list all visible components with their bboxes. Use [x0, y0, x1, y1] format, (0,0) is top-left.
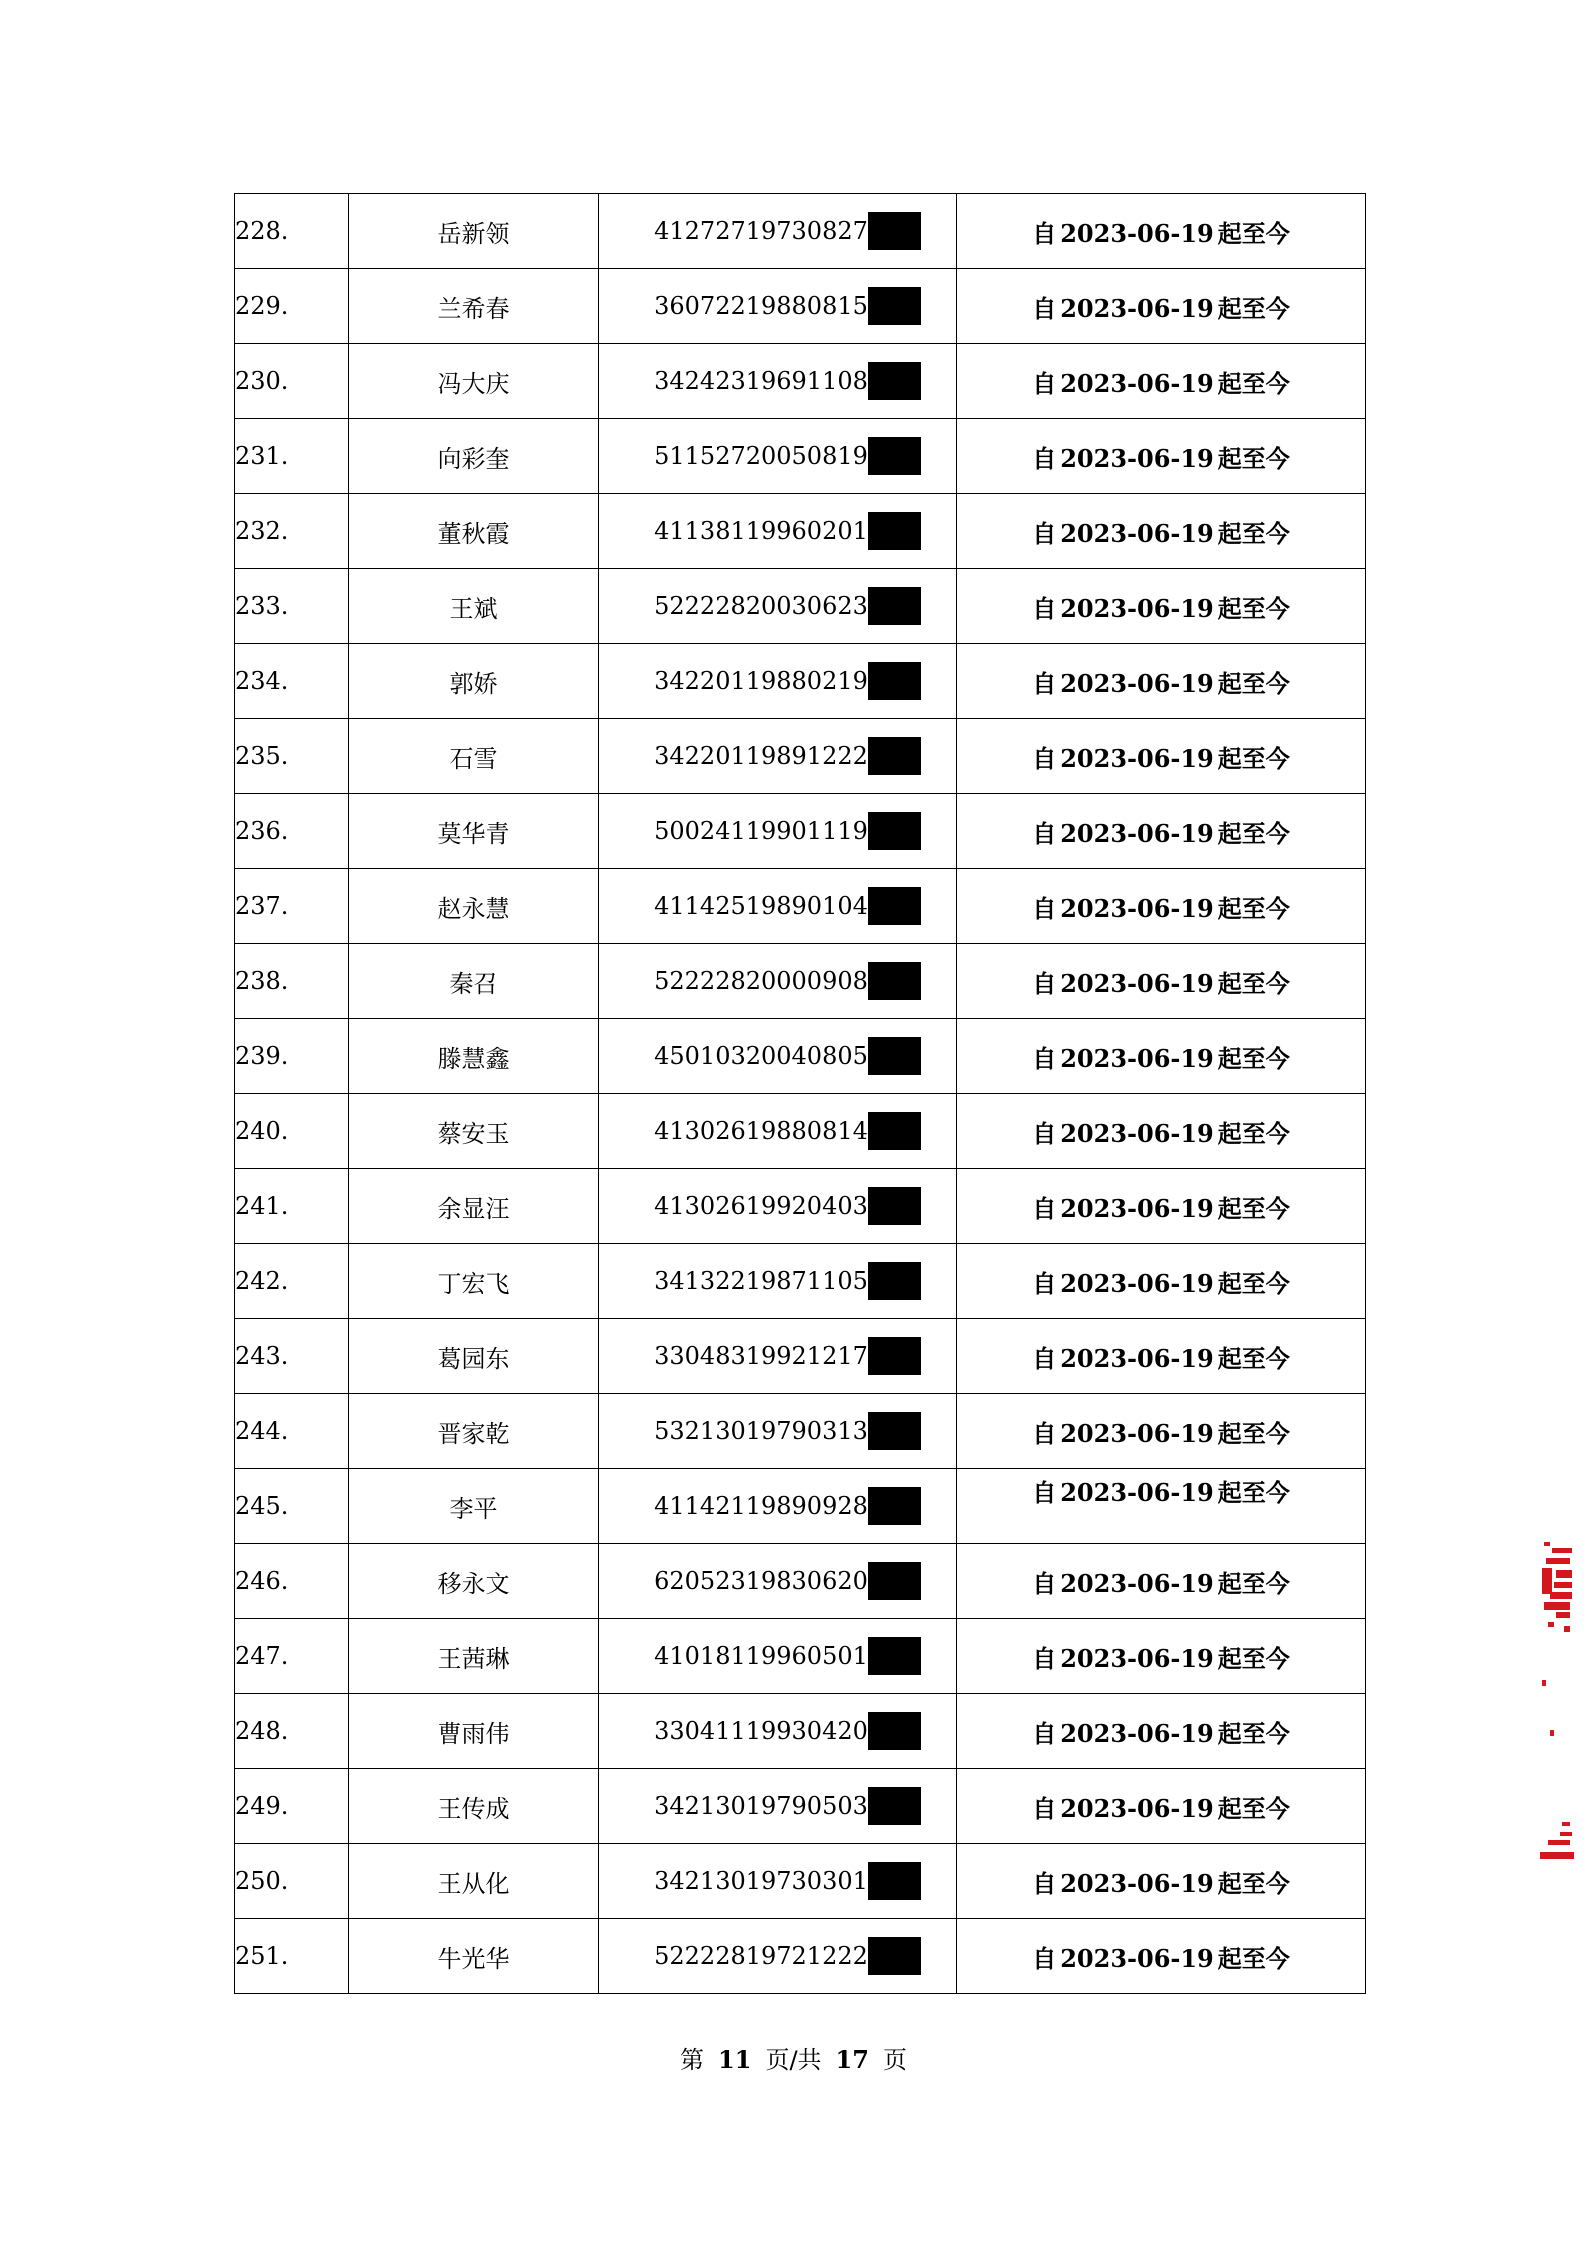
effective-date: [1032, 1870, 1290, 1898]
effective-date-cell: [957, 1094, 1366, 1169]
redaction-block: [868, 212, 921, 250]
id-number: 41142119890928: [654, 1492, 868, 1520]
date-value: 2023-06-19: [1060, 1418, 1214, 1448]
date-suffix: 起至今: [1217, 219, 1290, 248]
date-suffix: 起至今: [1217, 1944, 1290, 1973]
id-number-wrap: [654, 1187, 921, 1225]
date-value: 2023-06-19: [1060, 1477, 1214, 1507]
table-row: [235, 1694, 1366, 1769]
table-row: [235, 794, 1366, 869]
effective-date: [1032, 1795, 1290, 1823]
id-number-cell: [599, 869, 957, 944]
id-number-wrap: [654, 1787, 921, 1825]
row-number: 230.: [235, 344, 349, 419]
table-row: [235, 1094, 1366, 1169]
date-prefix: 自: [1032, 969, 1057, 998]
effective-date: [1032, 295, 1290, 323]
id-number: 33048319921217: [654, 1342, 868, 1370]
table-row: [235, 344, 1366, 419]
id-number-cell: [599, 344, 957, 419]
effective-date: [1032, 970, 1290, 998]
person-name: 秦召: [349, 944, 599, 1019]
id-number-cell: [599, 419, 957, 494]
date-prefix: 自: [1032, 1569, 1057, 1598]
table-row: [235, 194, 1366, 269]
redaction-block: [868, 512, 921, 550]
date-prefix: 自: [1032, 369, 1057, 398]
redaction-block: [868, 287, 921, 325]
effective-date: [1032, 1270, 1290, 1298]
person-name: 王传成: [349, 1769, 599, 1844]
id-number-wrap: [654, 812, 921, 850]
date-value: 2023-06-19: [1060, 518, 1214, 548]
date-suffix: 起至今: [1217, 444, 1290, 473]
id-number-wrap: [654, 1037, 921, 1075]
date-prefix: 自: [1032, 894, 1057, 923]
effective-date: [1032, 895, 1290, 923]
date-suffix: 起至今: [1217, 1644, 1290, 1673]
row-number: 232.: [235, 494, 349, 569]
effective-date-cell: [957, 644, 1366, 719]
table-row: [235, 419, 1366, 494]
date-value: 2023-06-19: [1060, 1868, 1214, 1898]
id-number-cell: [599, 1019, 957, 1094]
effective-date: [1032, 445, 1290, 473]
person-name: 向彩奎: [349, 419, 599, 494]
redaction-block: [868, 887, 921, 925]
redaction-block: [868, 662, 921, 700]
id-number-cell: [599, 1094, 957, 1169]
date-value: 2023-06-19: [1060, 1943, 1214, 1973]
person-name: 王茜琳: [349, 1619, 599, 1694]
id-number-cell: [599, 1394, 957, 1469]
date-suffix: 起至今: [1217, 669, 1290, 698]
row-number: 241.: [235, 1169, 349, 1244]
roster-table: [234, 193, 1366, 1994]
date-suffix: 起至今: [1217, 1119, 1290, 1148]
date-suffix: 起至今: [1217, 819, 1290, 848]
table-row: [235, 1394, 1366, 1469]
id-number: 41302619920403: [654, 1192, 868, 1220]
date-prefix: 自: [1032, 819, 1057, 848]
date-suffix: 起至今: [1217, 1194, 1290, 1223]
effective-date: [1032, 1945, 1290, 1973]
row-number: 229.: [235, 269, 349, 344]
table-row: [235, 644, 1366, 719]
date-value: 2023-06-19: [1060, 1718, 1214, 1748]
id-number-wrap: [654, 1637, 921, 1675]
id-number-wrap: [654, 1487, 921, 1525]
id-number: 34242319691108: [654, 367, 868, 395]
table-row: [235, 1619, 1366, 1694]
date-prefix: 自: [1032, 594, 1057, 623]
table-row: [235, 494, 1366, 569]
effective-date-cell: [957, 1244, 1366, 1319]
date-value: 2023-06-19: [1060, 1043, 1214, 1073]
person-name: 丁宏飞: [349, 1244, 599, 1319]
redaction-block: [868, 1637, 921, 1675]
redaction-block: [868, 362, 921, 400]
redaction-block: [868, 1937, 921, 1975]
effective-date: [1032, 745, 1290, 773]
effective-date-cell: [957, 944, 1366, 1019]
person-name: 王斌: [349, 569, 599, 644]
id-number-wrap: [654, 287, 921, 325]
date-suffix: 起至今: [1217, 1044, 1290, 1073]
date-prefix: 自: [1032, 669, 1057, 698]
date-prefix: 自: [1032, 219, 1057, 248]
date-suffix: 起至今: [1217, 1869, 1290, 1898]
id-number: 41142519890104: [654, 892, 868, 920]
person-name: 余显汪: [349, 1169, 599, 1244]
date-value: 2023-06-19: [1060, 668, 1214, 698]
id-number-wrap: [654, 1937, 921, 1975]
id-number-wrap: [654, 1862, 921, 1900]
id-number-wrap: [654, 1337, 921, 1375]
date-prefix: 自: [1032, 1944, 1057, 1973]
effective-date-cell: [957, 269, 1366, 344]
page-footer: [0, 2040, 1587, 2075]
id-number-wrap: [654, 662, 921, 700]
date-prefix: 自: [1032, 1478, 1057, 1507]
effective-date-cell: [957, 494, 1366, 569]
id-number-wrap: [654, 1112, 921, 1150]
effective-date: [1032, 520, 1290, 548]
redaction-block: [868, 1037, 921, 1075]
row-number: 231.: [235, 419, 349, 494]
table-row: [235, 1319, 1366, 1394]
person-name: 李平: [349, 1469, 599, 1544]
table-row: [235, 1844, 1366, 1919]
table-row: [235, 1169, 1366, 1244]
row-number: 234.: [235, 644, 349, 719]
id-number-cell: [599, 1919, 957, 1994]
id-number-wrap: [654, 587, 921, 625]
id-number-wrap: [654, 1712, 921, 1750]
date-prefix: 自: [1032, 1344, 1057, 1373]
redaction-block: [868, 1412, 921, 1450]
date-value: 2023-06-19: [1060, 818, 1214, 848]
person-name: 兰希春: [349, 269, 599, 344]
person-name: 蔡安玉: [349, 1094, 599, 1169]
id-number: 50024119901119: [654, 817, 868, 845]
id-number-wrap: [654, 737, 921, 775]
date-suffix: 起至今: [1217, 1344, 1290, 1373]
person-name: 岳新领: [349, 194, 599, 269]
redaction-block: [868, 737, 921, 775]
id-number-cell: [599, 719, 957, 794]
effective-date: [1032, 1720, 1290, 1748]
id-number: 34213019730301: [654, 1867, 868, 1895]
roster-body: [235, 194, 1366, 1994]
id-number: 52222820000908: [654, 967, 868, 995]
person-name: 王从化: [349, 1844, 599, 1919]
effective-date: [1032, 595, 1290, 623]
row-number: 243.: [235, 1319, 349, 1394]
effective-date-cell: [957, 419, 1366, 494]
date-prefix: 自: [1032, 1194, 1057, 1223]
id-number: 52222820030623: [654, 592, 868, 620]
redaction-block: [868, 1337, 921, 1375]
table-row: [235, 869, 1366, 944]
date-value: 2023-06-19: [1060, 1643, 1214, 1673]
effective-date: [1032, 370, 1290, 398]
footer-total-pages: 17: [835, 2045, 869, 2074]
effective-date: [1032, 1195, 1290, 1223]
person-name: 移永文: [349, 1544, 599, 1619]
date-value: 2023-06-19: [1060, 1268, 1214, 1298]
table-row: [235, 1469, 1366, 1544]
redaction-block: [868, 1112, 921, 1150]
id-number: 51152720050819: [654, 442, 868, 470]
effective-date-cell: [957, 344, 1366, 419]
date-suffix: 起至今: [1217, 744, 1290, 773]
effective-date-cell: [957, 719, 1366, 794]
table-row: [235, 1019, 1366, 1094]
date-suffix: 起至今: [1217, 894, 1290, 923]
id-number-cell: [599, 1544, 957, 1619]
date-value: 2023-06-19: [1060, 1343, 1214, 1373]
id-number-cell: [599, 494, 957, 569]
date-prefix: 自: [1032, 744, 1057, 773]
id-number: 36072219880815: [654, 292, 868, 320]
row-number: 245.: [235, 1469, 349, 1544]
id-number: 33041119930420: [654, 1717, 868, 1745]
footer-prefix: 第: [680, 2046, 705, 2074]
row-number: 249.: [235, 1769, 349, 1844]
person-name: 赵永慧: [349, 869, 599, 944]
person-name: 滕慧鑫: [349, 1019, 599, 1094]
row-number: 239.: [235, 1019, 349, 1094]
date-prefix: 自: [1032, 1269, 1057, 1298]
id-number: 41302619880814: [654, 1117, 868, 1145]
effective-date: [1032, 1420, 1290, 1448]
footer-suffix: 页: [882, 2046, 907, 2074]
date-value: 2023-06-19: [1060, 743, 1214, 773]
date-suffix: 起至今: [1217, 1269, 1290, 1298]
date-value: 2023-06-19: [1060, 443, 1214, 473]
id-number: 41272719730827: [654, 217, 868, 245]
person-name: 石雪: [349, 719, 599, 794]
footer-middle: 页/共: [765, 2046, 822, 2074]
effective-date: [1032, 1345, 1290, 1373]
date-prefix: 自: [1032, 294, 1057, 323]
effective-date-cell: [957, 1769, 1366, 1844]
row-number: 248.: [235, 1694, 349, 1769]
id-number: 41138119960201: [654, 517, 868, 545]
date-suffix: 起至今: [1217, 1478, 1290, 1507]
row-number: 233.: [235, 569, 349, 644]
redaction-block: [868, 962, 921, 1000]
date-suffix: 起至今: [1217, 519, 1290, 548]
date-value: 2023-06-19: [1060, 593, 1214, 623]
table-row: [235, 1919, 1366, 1994]
row-number: 228.: [235, 194, 349, 269]
redaction-block: [868, 1712, 921, 1750]
table-row: [235, 1544, 1366, 1619]
seal-stamp-fragment: [1536, 1540, 1576, 1900]
date-value: 2023-06-19: [1060, 1793, 1214, 1823]
row-number: 237.: [235, 869, 349, 944]
id-number-wrap: [654, 212, 921, 250]
id-number-cell: [599, 944, 957, 1019]
id-number-wrap: [654, 437, 921, 475]
redaction-block: [868, 812, 921, 850]
id-number: 41018119960501: [654, 1642, 868, 1670]
date-value: 2023-06-19: [1060, 218, 1214, 248]
date-suffix: 起至今: [1217, 369, 1290, 398]
row-number: 251.: [235, 1919, 349, 1994]
date-prefix: 自: [1032, 519, 1057, 548]
date-prefix: 自: [1032, 1869, 1057, 1898]
date-value: 2023-06-19: [1060, 368, 1214, 398]
id-number-wrap: [654, 962, 921, 1000]
table-row: [235, 944, 1366, 1019]
person-name: 晋家乾: [349, 1394, 599, 1469]
row-number: 240.: [235, 1094, 349, 1169]
redaction-block: [868, 1487, 921, 1525]
person-name: 莫华青: [349, 794, 599, 869]
redaction-block: [868, 437, 921, 475]
row-number: 244.: [235, 1394, 349, 1469]
id-number-cell: [599, 569, 957, 644]
id-number-cell: [599, 1469, 957, 1544]
effective-date: [1032, 670, 1290, 698]
id-number-cell: [599, 1319, 957, 1394]
date-prefix: 自: [1032, 1719, 1057, 1748]
date-prefix: 自: [1032, 444, 1057, 473]
row-number: 238.: [235, 944, 349, 1019]
table-row: [235, 719, 1366, 794]
person-name: 郭娇: [349, 644, 599, 719]
date-suffix: 起至今: [1217, 1794, 1290, 1823]
effective-date-cell: [957, 1169, 1366, 1244]
id-number-cell: [599, 1844, 957, 1919]
effective-date: [1032, 1120, 1290, 1148]
person-name: 冯大庆: [349, 344, 599, 419]
effective-date-cell: [957, 1694, 1366, 1769]
person-name: 葛园东: [349, 1319, 599, 1394]
person-name: 董秋霞: [349, 494, 599, 569]
id-number-cell: [599, 1619, 957, 1694]
id-number-cell: [599, 1244, 957, 1319]
id-number-wrap: [654, 1262, 921, 1300]
date-value: 2023-06-19: [1060, 293, 1214, 323]
effective-date-cell: [957, 1619, 1366, 1694]
date-suffix: 起至今: [1217, 294, 1290, 323]
redaction-block: [868, 587, 921, 625]
id-number-wrap: [654, 362, 921, 400]
id-number: 53213019790313: [654, 1417, 868, 1445]
footer-page-number: 11: [718, 2045, 752, 2074]
redaction-block: [868, 1562, 921, 1600]
effective-date: [1032, 820, 1290, 848]
effective-date: [1032, 1645, 1290, 1673]
table-row: [235, 1769, 1366, 1844]
effective-date: [1032, 1479, 1290, 1507]
date-suffix: 起至今: [1217, 594, 1290, 623]
row-number: 242.: [235, 1244, 349, 1319]
effective-date-cell: [957, 1319, 1366, 1394]
effective-date-cell: [957, 1844, 1366, 1919]
id-number: 34220119891222: [654, 742, 868, 770]
effective-date-cell: [957, 1544, 1366, 1619]
row-number: 246.: [235, 1544, 349, 1619]
effective-date: [1032, 1045, 1290, 1073]
row-number: 250.: [235, 1844, 349, 1919]
effective-date-cell: [957, 869, 1366, 944]
id-number: 45010320040805: [654, 1042, 868, 1070]
table-row: [235, 569, 1366, 644]
date-suffix: 起至今: [1217, 969, 1290, 998]
effective-date-cell: [957, 194, 1366, 269]
id-number-wrap: [654, 1412, 921, 1450]
date-suffix: 起至今: [1217, 1419, 1290, 1448]
effective-date-cell: [957, 1919, 1366, 1994]
table-row: [235, 1244, 1366, 1319]
effective-date-cell: [957, 794, 1366, 869]
redaction-block: [868, 1862, 921, 1900]
effective-date-cell: [957, 569, 1366, 644]
id-number-wrap: [654, 512, 921, 550]
row-number: 235.: [235, 719, 349, 794]
row-number: 247.: [235, 1619, 349, 1694]
id-number-cell: [599, 1769, 957, 1844]
id-number-wrap: [654, 1562, 921, 1600]
id-number: 52222819721222: [654, 1942, 868, 1970]
id-number-wrap: [654, 887, 921, 925]
id-number-cell: [599, 1694, 957, 1769]
redaction-block: [868, 1187, 921, 1225]
date-prefix: 自: [1032, 1644, 1057, 1673]
id-number-cell: [599, 644, 957, 719]
id-number: 34132219871105: [654, 1267, 868, 1295]
date-suffix: 起至今: [1217, 1569, 1290, 1598]
effective-date-cell: [957, 1469, 1366, 1544]
date-value: 2023-06-19: [1060, 1568, 1214, 1598]
effective-date: [1032, 220, 1290, 248]
effective-date-cell: [957, 1394, 1366, 1469]
redaction-block: [868, 1787, 921, 1825]
id-number: 34220119880219: [654, 667, 868, 695]
row-number: 236.: [235, 794, 349, 869]
effective-date: [1032, 1570, 1290, 1598]
table-row: [235, 269, 1366, 344]
effective-date-cell: [957, 1019, 1366, 1094]
redaction-block: [868, 1262, 921, 1300]
person-name: 牛光华: [349, 1919, 599, 1994]
date-value: 2023-06-19: [1060, 893, 1214, 923]
date-value: 2023-06-19: [1060, 1193, 1214, 1223]
id-number-cell: [599, 269, 957, 344]
date-prefix: 自: [1032, 1794, 1057, 1823]
date-prefix: 自: [1032, 1419, 1057, 1448]
id-number-cell: [599, 794, 957, 869]
date-prefix: 自: [1032, 1119, 1057, 1148]
person-name: 曹雨伟: [349, 1694, 599, 1769]
date-prefix: 自: [1032, 1044, 1057, 1073]
id-number-cell: [599, 1169, 957, 1244]
date-value: 2023-06-19: [1060, 968, 1214, 998]
date-suffix: 起至今: [1217, 1719, 1290, 1748]
date-value: 2023-06-19: [1060, 1118, 1214, 1148]
id-number: 62052319830620: [654, 1567, 868, 1595]
id-number-cell: [599, 194, 957, 269]
id-number: 34213019790503: [654, 1792, 868, 1820]
